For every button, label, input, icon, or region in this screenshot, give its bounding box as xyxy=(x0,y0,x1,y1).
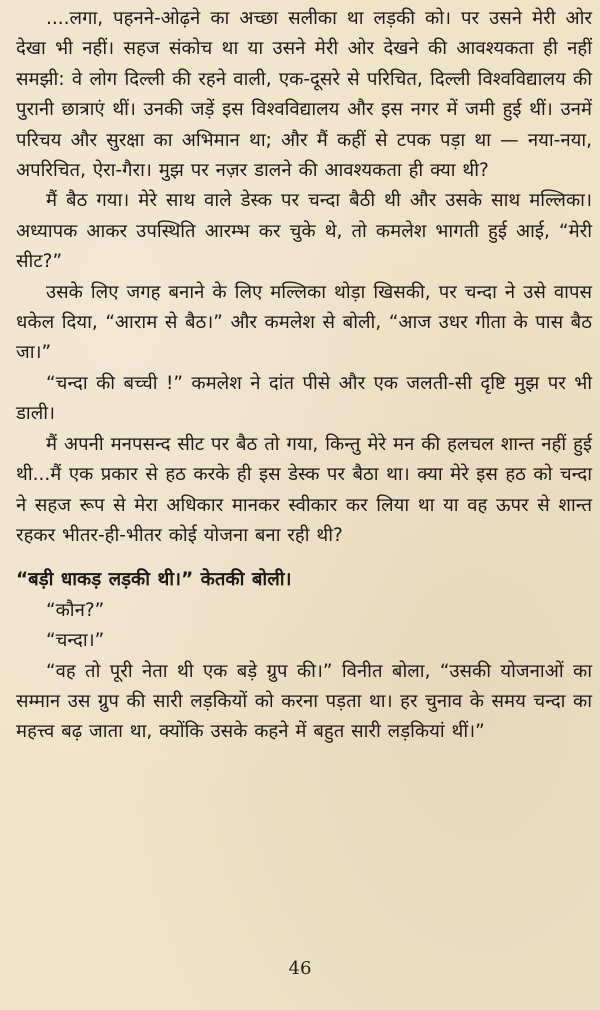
paragraph-who: “कौन?” xyxy=(46,599,105,621)
paragraph-vineet-speaks: “वह तो पूरी नेता थी एक बड़े ग्रुप की।” विनीत बोला, “उसकी योजनाओं का सम्मान उस ग्रुप की सारी लड़कियों को करना पड़ता था। हर चुनाव के समय चन्दा का महत्त्व बढ़ जाता था, क्योंकि उसके कहने में बहुत सारी लड़कियां थीं।” xyxy=(16,660,592,743)
paragraph-mallika-shifts: उसके लिए जगह बनाने के लिए मल्लिका थोड़ा खिसकी, पर चन्दा ने उसे वापस धकेल दिया, “आराम से बैठ।” और कमलेश से बोली, “आज उधर गीता के पास बैठ जा।” xyxy=(16,281,592,364)
paragraph-inner-turmoil: मैं अपनी मनपसन्द सीट पर बैठ तो गया, किन्तु मेरे मन की हलचल शान्त नहीं हुई थी...मैं एक प्रकार से हठ करके ही इस डेस्क पर बैठा था। क्या मेरे इस हठ को चन्दा ने सहज रूप से मेरा अधिकार मानकर स्वीकार कर लिया था या वह ऊपर से शान्त रहकर भीतर-ही-भीतर कोई योजना बना रही थी? xyxy=(16,433,592,546)
page-body-text xyxy=(16,4,592,748)
paragraph-sitting-down: मैं बैठ गया। मेरे साथ वाले डेस्क पर चन्दा बैठी थी और उसके साथ मल्लिका। अध्यापक आकर उपस्थिति आरम्भ कर चुके थे, तो कमलेश भागती हुई आई, “मेरी सीट?” xyxy=(16,190,592,273)
paragraph-opening: ....लगा, पहनने-ओढ़ने का अच्छा सलीका था लड़की को। पर उसने मेरी ओर देखा भी नहीं। सहज संकोच था या उसने मेरी ओर देखने की आवश्यकता ही नहीं समझी: वे लोग दिल्ली की रहने वाली, एक-दूसरे से परिचित, दिल्ली विश्वविद्यालय की पुरानी छात्राएं थीं। उनकी जड़ें इस विश्वविद्यालय और इस नगर में जमी हुई थीं। उनमें परिचय और सुरक्षा का अभिमान था; और मैं कहीं से टपक पड़ा था — नया-नया, अपरिचित, ऐरा-गैरा। मुझ पर नज़र डालने की आवश्यकता ही क्या थी? xyxy=(16,8,592,182)
paragraph-chanda-reply: “चन्दा।” xyxy=(46,630,105,652)
page-number: 46 xyxy=(288,958,312,979)
paragraph-ketki-speaks: “बड़ी धाकड़ लड़की थी।” केतकी बोली। xyxy=(16,569,292,591)
paragraph-chanda-ki-bachchi: “चन्दा की बच्ची !” कमलेश ने दांत पीसे और एक जलती-सी दृष्टि मुझ पर भी डाली। xyxy=(16,372,592,425)
